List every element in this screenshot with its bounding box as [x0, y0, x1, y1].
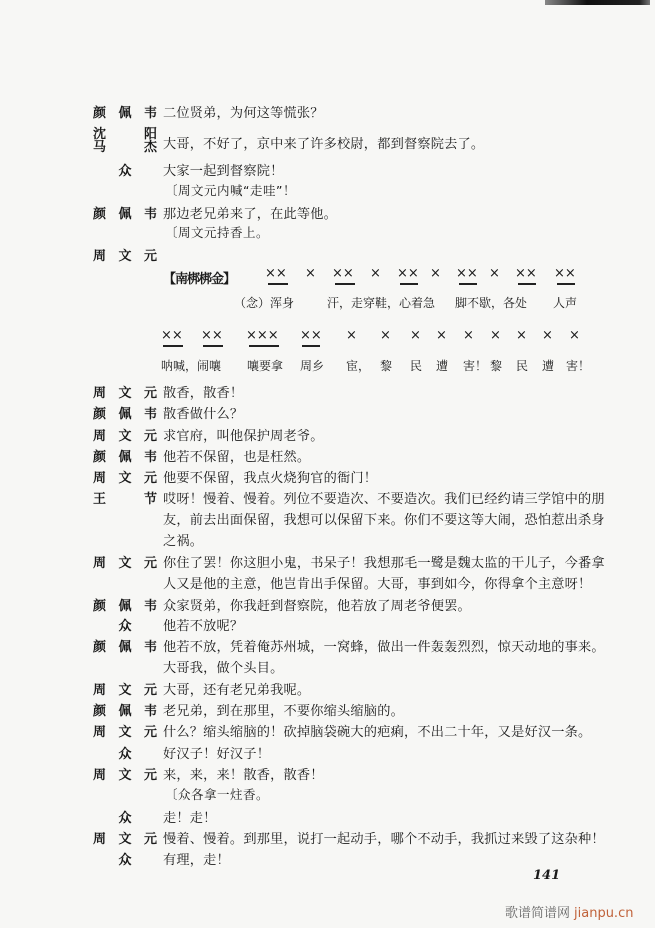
speaker-char: 文 — [118, 428, 132, 444]
beat-underline — [302, 345, 320, 347]
speaker-char: 韦 — [143, 105, 157, 121]
rhythm-note: × — [516, 328, 527, 343]
speaker-char: 文 — [118, 555, 132, 571]
speaker-char: 元 — [143, 385, 157, 401]
lyric-segment: 呐喊，闹嚷 — [161, 359, 222, 373]
speaker-char: 韦 — [143, 639, 157, 655]
lyric-segment: 害！ — [463, 359, 488, 373]
speaker-char: 周 — [93, 555, 107, 571]
rhythm-note: × — [305, 266, 316, 281]
speaker-char: 沈 — [93, 127, 107, 142]
speaker-char: 元 — [143, 724, 157, 740]
beat-underline — [203, 345, 223, 347]
rhythm-note: × — [569, 328, 580, 343]
speaker-char: 文 — [118, 767, 132, 783]
speaker-char: 颜 — [93, 703, 107, 719]
dialogue-text: 他要不保留，我点火烧狗官的衙门！ — [163, 470, 378, 486]
dialogue-text: 大哥我，做个头目。 — [163, 660, 284, 676]
speaker-name — [93, 552, 157, 571]
dialogue-text: 好汉子！好汉子！ — [163, 746, 271, 762]
speaker-char: 众 — [118, 810, 132, 826]
speaker-name — [93, 203, 157, 222]
speaker-char: 佩 — [118, 639, 132, 655]
beat-underline — [335, 283, 355, 285]
speaker-char: 佩 — [118, 598, 132, 614]
dialogue-text: 众家贤弟，你我赶到督察院，他若放了周老爷便罢。 — [163, 598, 471, 614]
lyric-segment: 周乡 — [300, 359, 325, 373]
speaker-name — [93, 636, 157, 655]
speaker-name — [93, 721, 157, 740]
speaker-name — [93, 425, 157, 444]
tune-title: 【南梆梆金】 — [163, 272, 236, 287]
speaker-name — [93, 764, 157, 783]
rhythm-note: ×× — [332, 266, 354, 281]
beat-underline — [249, 345, 279, 347]
speaker-char: 众 — [118, 163, 132, 179]
beat-underline — [518, 283, 536, 285]
speaker-char: 颜 — [93, 206, 107, 222]
dialogue-text: 来，来，来！散香，散香！ — [163, 767, 324, 783]
lyric-segment: 脚不歇，各处 — [455, 296, 528, 310]
lyric-segment: 汗，走穿 — [327, 296, 376, 310]
speaker-name — [110, 807, 140, 826]
beat-underline — [557, 283, 575, 285]
speaker-char: 颜 — [93, 406, 107, 422]
rhythm-note: × — [489, 266, 500, 281]
speaker-char: 佩 — [118, 449, 132, 465]
speaker-char: 佩 — [118, 703, 132, 719]
lyric-segment: 人声 — [553, 296, 578, 310]
lyric-segment: 嚷要拿 — [247, 359, 284, 373]
rhythm-note: ×× — [456, 266, 478, 281]
speaker-name — [93, 245, 157, 264]
dialogue-text: 散香做什么？ — [163, 406, 244, 422]
speaker-name — [110, 743, 140, 762]
speaker-char: 元 — [143, 248, 157, 264]
speaker-char: 杰 — [143, 140, 157, 155]
speaker-char: 韦 — [143, 449, 157, 465]
rhythm-note: ×× — [300, 328, 322, 343]
speaker-char: 文 — [118, 831, 132, 847]
speaker-char: 文 — [118, 470, 132, 486]
dialogue-text: 老兄弟，到在那里，不要你缩头缩脑的。 — [163, 703, 404, 719]
lyric-segment: 黎 — [380, 359, 393, 373]
rhythm-note: ×× — [554, 266, 576, 281]
speaker-char: 周 — [93, 682, 107, 698]
dialogue-text: 二位贤弟，为何这等慌张？ — [163, 105, 324, 121]
dialogue-text: 友，前去出面保留，我想可以保留下来。你们不要这等大闹，恐怕惹出杀身 — [163, 512, 605, 528]
dialogue-text: 什么？缩头缩脑的！砍掉脑袋碗大的疤痢，不出二十年，又是好汉一条。 — [163, 724, 592, 740]
speaker-name — [93, 102, 157, 121]
rhythm-note: × — [346, 328, 357, 343]
dialogue-text: 大家一起到督察院！ — [163, 163, 284, 179]
watermark-cn: 歌谱简谱网 — [505, 906, 571, 921]
speaker-char: 周 — [93, 831, 107, 847]
beat-underline — [163, 345, 183, 347]
lyric-segment: 遭 — [542, 359, 555, 373]
speaker-name — [110, 849, 140, 868]
speaker-char: 文 — [118, 724, 132, 740]
speaker-char: 元 — [143, 428, 157, 444]
rhythm-row-2 — [0, 328, 655, 358]
speaker-name-pair — [93, 128, 157, 154]
dialogue-text: 他若不保留，也是枉然。 — [163, 449, 311, 465]
speaker-char: 文 — [118, 682, 132, 698]
rhythm-note: ×× — [397, 266, 419, 281]
rhythm-note: ×× — [161, 328, 183, 343]
dialogue-text: 他若不放呢？ — [163, 618, 244, 634]
page-number: 141 — [533, 868, 561, 883]
watermark — [505, 902, 633, 921]
speaker-char: 周 — [93, 470, 107, 486]
speaker-char: 文 — [118, 385, 132, 401]
dialogue-text: 他若不放，凭着俺苏州城，一窝蜂，做出一件轰轰烈烈，惊天动地的事来。 — [163, 639, 605, 655]
lyric-segment: 宦， — [346, 359, 371, 373]
lyric-segment: 民 — [410, 359, 423, 373]
speaker-char: 颜 — [93, 598, 107, 614]
stage-direction-text: 〔周文元持香上。 — [165, 225, 270, 240]
rhythm-note: × — [380, 328, 391, 343]
speaker-char: 韦 — [143, 703, 157, 719]
speaker-char: 元 — [143, 682, 157, 698]
lyric-segment: 黎 — [490, 359, 503, 373]
rhythm-note: × — [463, 328, 474, 343]
dialogue-text: 人又是他的主意，他岂肯出手保留。大哥，事到如今，你得拿个主意呀！ — [163, 576, 592, 592]
rhythm-note: ×× — [265, 266, 287, 281]
speaker-name — [93, 403, 157, 422]
rhythm-note: ×× — [515, 266, 537, 281]
rhythm-note: ×× — [201, 328, 223, 343]
dialogue-text: 大哥，不好了，京中来了许多校尉，都到督察院去了。 — [163, 136, 485, 152]
speaker-char: 王 — [93, 491, 107, 507]
rhythm-note: × — [410, 328, 421, 343]
speaker-char: 佩 — [118, 406, 132, 422]
stage-direction-text: 〔众各拿一炷香。 — [165, 787, 270, 802]
speaker-char: 元 — [143, 555, 157, 571]
speaker-char: 周 — [93, 724, 107, 740]
speaker-char: 文 — [118, 248, 132, 264]
dialogue-text: 哎呀！慢着、慢着。列位不要造次、不要造次。我们已经约请三学馆中的朋 — [163, 491, 605, 507]
speaker-char: 元 — [143, 470, 157, 486]
speaker-char: 韦 — [143, 406, 157, 422]
speaker-char: 周 — [93, 385, 107, 401]
speaker-char: 元 — [143, 831, 157, 847]
speaker-char: 韦 — [143, 206, 157, 222]
dialogue-text: 有理，走！ — [163, 852, 230, 868]
dialogue-text: 慢着、慢着。到那里，说打一起动手，哪个不动手，我抓过来毁了这杂种！ — [163, 831, 605, 847]
dialogue-text: 走！走！ — [163, 810, 217, 826]
speaker-name — [93, 595, 157, 614]
lyric-segment: 遭 — [436, 359, 449, 373]
rhythm-row-1 — [0, 266, 655, 296]
speaker-name — [93, 467, 157, 486]
stage-direction-text: 〔周文元内喊“走哇”！ — [165, 183, 296, 198]
speaker-char: 韦 — [143, 598, 157, 614]
speaker-name — [93, 446, 157, 465]
lyric-segment: 害！ — [566, 359, 591, 373]
dialogue-text: 散香，散香！ — [163, 385, 244, 401]
speaker-char: 颜 — [93, 105, 107, 121]
watermark-en: jianpu.cn — [574, 906, 634, 921]
speaker-char: 周 — [93, 248, 107, 264]
speaker-char: 马 — [93, 140, 107, 155]
speaker-char: 佩 — [118, 206, 132, 222]
speaker-char: 佩 — [118, 105, 132, 121]
speaker-char: 众 — [118, 852, 132, 868]
speaker-char: 元 — [143, 767, 157, 783]
speaker-name — [93, 488, 157, 507]
dialogue-text: 大哥，还有老兄弟我呢。 — [163, 682, 311, 698]
speaker-name — [110, 160, 140, 179]
dialogue-text: 那边老兄弟来了，在此等他。 — [163, 206, 338, 222]
beat-underline — [459, 283, 477, 285]
speaker-char: 众 — [118, 746, 132, 762]
rhythm-note: × — [490, 328, 501, 343]
speaker-char: 阳 — [143, 127, 157, 142]
speaker-char: 众 — [118, 618, 132, 634]
speaker-char: 节 — [143, 491, 157, 507]
speaker-name — [93, 382, 157, 401]
speaker-name — [93, 828, 157, 847]
lyric-segment: 鞋，心着急 — [375, 296, 436, 310]
beat-underline — [268, 283, 288, 285]
rhythm-note: ××× — [246, 328, 279, 343]
speaker-name — [93, 700, 157, 719]
speaker-name — [110, 615, 140, 634]
lyric-segment: 民 — [516, 359, 529, 373]
rhythm-note: × — [436, 328, 447, 343]
speaker-char: 周 — [93, 767, 107, 783]
rhythm-note: × — [542, 328, 553, 343]
dialogue-text: 你住了罢！你这胆小鬼，书呆子！我想那毛一鹭是魏太监的干儿子，今番拿 — [163, 555, 605, 571]
dialogue-text: 求官府，叫他保护周老爷。 — [163, 428, 324, 444]
dialogue-text: 之祸。 — [163, 533, 204, 549]
speaker-char: 颜 — [93, 449, 107, 465]
beat-underline — [400, 283, 418, 285]
speaker-char: 周 — [93, 428, 107, 444]
rhythm-note: × — [430, 266, 441, 281]
speaker-name — [93, 679, 157, 698]
speaker-char: 颜 — [93, 639, 107, 655]
lyric-segment: （念）浑身 — [234, 296, 295, 310]
rhythm-note: × — [370, 266, 381, 281]
